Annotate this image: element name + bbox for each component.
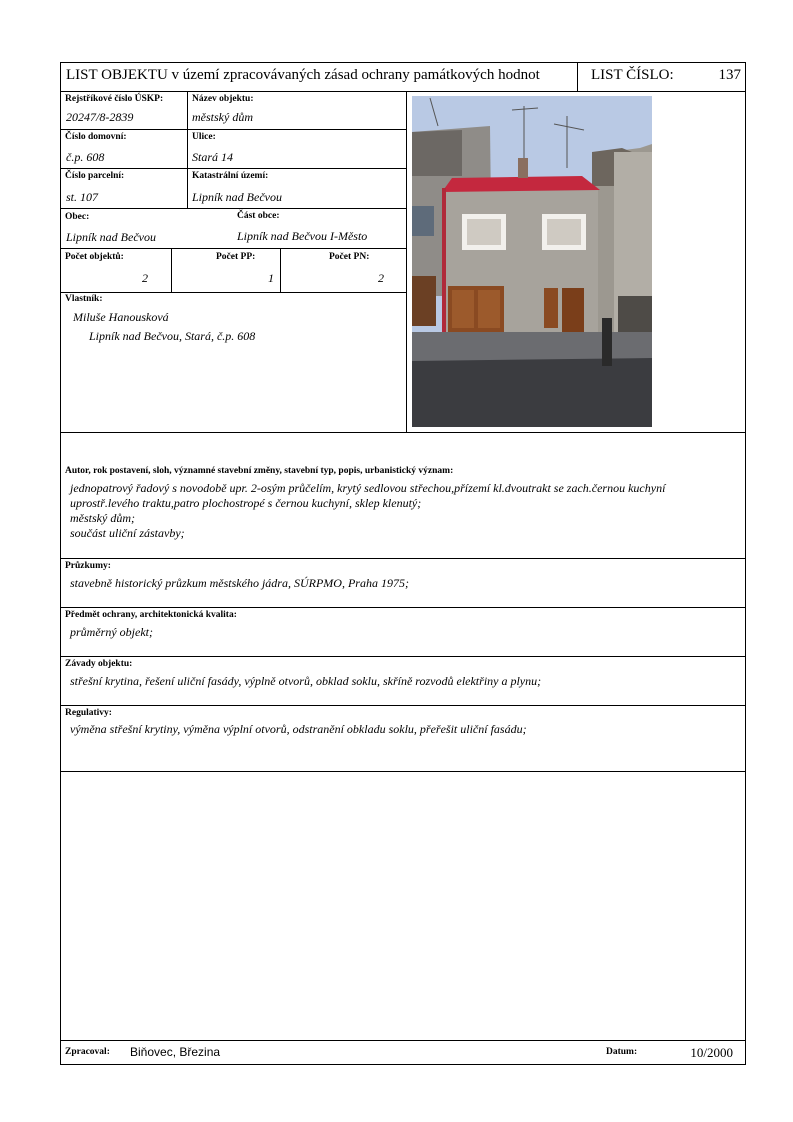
date-label: Datum: bbox=[606, 1047, 638, 1057]
surveys-value: stavebně historický průzkum městského jádra, SÚRPMO, Praha 1975; bbox=[70, 576, 409, 590]
owner-name: Miluše Hanousková bbox=[73, 310, 169, 324]
author-line: součást uliční zástavby; bbox=[70, 526, 185, 540]
author-line: uprostř.levého traktu,patro plochostropé s černou kuchyní, sklep klenutý; bbox=[70, 496, 422, 510]
count-pp-value: 1 bbox=[268, 271, 274, 285]
street-label: Ulice: bbox=[192, 132, 216, 142]
registry-number-label: Rejstříkové číslo ÚSKP: bbox=[65, 94, 164, 104]
section-divider bbox=[60, 558, 746, 559]
date-value: 10/2000 bbox=[690, 1045, 733, 1060]
parcel-number-value: st. 107 bbox=[66, 190, 99, 204]
surveys-label: Průzkumy: bbox=[65, 561, 111, 571]
author-line: městský dům; bbox=[70, 511, 135, 525]
house-number-label: Číslo domovní: bbox=[65, 132, 127, 142]
author-section-label: Autor, rok postavení, sloh, významné stavební změny, stavební typ, popis, urbanistický význam: bbox=[65, 466, 454, 476]
object-name-value: městský dům bbox=[192, 110, 253, 124]
house-number-value: č.p. 608 bbox=[66, 150, 105, 164]
section-divider bbox=[60, 432, 746, 433]
defects-label: Závady objektu: bbox=[65, 659, 133, 669]
municipality-label: Obec: bbox=[65, 212, 90, 222]
parcel-number-label: Číslo parcelní: bbox=[65, 171, 125, 181]
protection-value: průměrný objekt; bbox=[70, 625, 153, 639]
defects-value: střešní krytina, řešení uliční fasády, výplně otvorů, obklad soklu, skříně rozvodů elektřiny a plynu; bbox=[70, 674, 542, 688]
header-separator bbox=[577, 62, 578, 91]
grid-col-divider bbox=[171, 248, 172, 292]
grid-row-divider bbox=[60, 129, 406, 130]
count-pp-label: Počet PP: bbox=[216, 252, 256, 262]
processed-by-value: Biňovec, Březina bbox=[130, 1045, 221, 1059]
grid-col-divider bbox=[187, 91, 188, 208]
cadastral-label: Katastrální území: bbox=[192, 171, 269, 181]
protection-label: Předmět ochrany, architektonická kvalita: bbox=[65, 610, 237, 620]
count-pn-value: 2 bbox=[378, 271, 384, 285]
grid-row-divider bbox=[60, 248, 406, 249]
object-count-label: Počet objektů: bbox=[65, 252, 124, 262]
municipality-part-value: Lipník nad Bečvou I-Město bbox=[237, 229, 368, 243]
regulations-value: výměna střešní krytiny, výměna výplní otvorů, odstranění obkladu soklu, přeřešit uliční fasádu; bbox=[70, 722, 527, 736]
building-photo bbox=[412, 96, 652, 427]
author-line: jednopatrový řadový s novodobě upr. 2-osým průčelím, krytý sedlovou střechou,přízemí kl.dvoutrakt se zach.černou kuchyní bbox=[70, 481, 666, 495]
section-divider bbox=[60, 656, 746, 657]
section-divider bbox=[60, 771, 746, 772]
list-number-label: LIST ČÍSLO: bbox=[591, 67, 674, 83]
count-pn-label: Počet PN: bbox=[329, 252, 370, 262]
photo-separator bbox=[406, 91, 407, 432]
grid-row-divider bbox=[60, 292, 406, 293]
list-number-value: 137 bbox=[718, 67, 741, 83]
section-divider bbox=[60, 607, 746, 608]
object-name-label: Název objektu: bbox=[192, 94, 254, 104]
processed-by-label: Zpracoval: bbox=[65, 1047, 110, 1057]
municipality-part-label: Část obce: bbox=[237, 211, 280, 221]
form-title: LIST OBJEKTU v území zpracovávaných zásad ochrany památkových hodnot bbox=[66, 67, 540, 83]
grid-row-divider bbox=[60, 208, 406, 209]
footer-divider bbox=[60, 1040, 746, 1041]
regulations-label: Regulativy: bbox=[65, 708, 112, 718]
municipality-value: Lipník nad Bečvou bbox=[66, 230, 156, 244]
street-value: Stará 14 bbox=[192, 150, 234, 164]
registry-number-value: 20247/8-2839 bbox=[66, 110, 134, 124]
object-count-value: 2 bbox=[142, 271, 148, 285]
owner-address: Lipník nad Bečvou, Stará, č.p. 608 bbox=[89, 329, 256, 343]
cadastral-value: Lipník nad Bečvou bbox=[192, 190, 282, 204]
header-divider bbox=[60, 91, 746, 92]
owner-label: Vlastník: bbox=[65, 294, 103, 304]
grid-col-divider bbox=[280, 248, 281, 292]
grid-row-divider bbox=[60, 168, 406, 169]
section-divider bbox=[60, 705, 746, 706]
